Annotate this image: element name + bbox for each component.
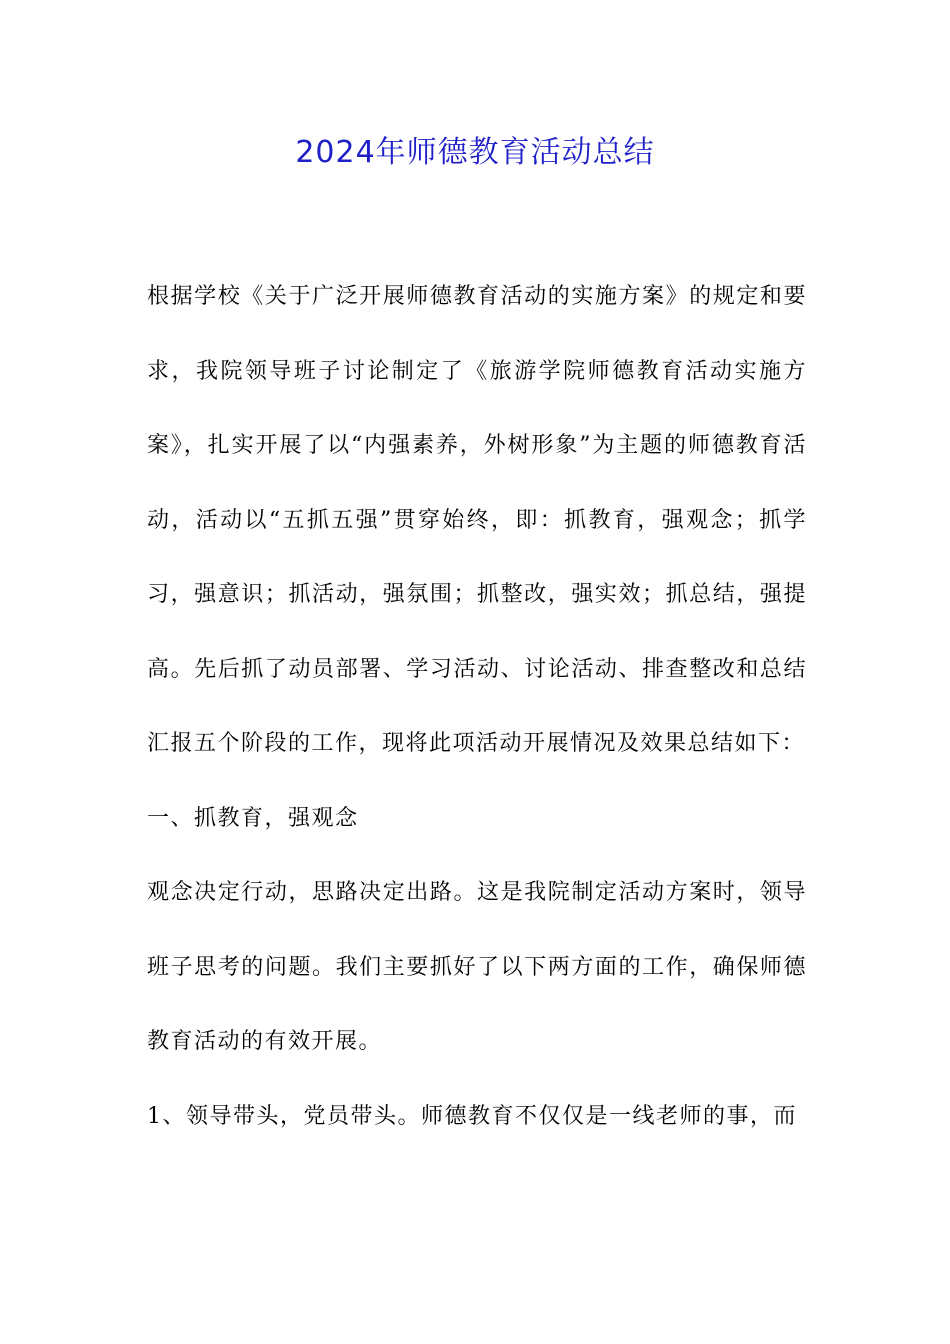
document-title: 2024年师德教育活动总结 xyxy=(295,135,655,170)
paragraph-section-1: 观念决定行动，思路决定出路。这是我院制定活动方案时，领导班子思考的问题。我们主要抓好了以下两方面的工作，确保师德教育活动的有效开展。 xyxy=(147,880,807,1054)
document-body xyxy=(147,260,807,1154)
paragraph-item-1: 1、领导带头，党员带头。师德教育不仅仅是一线老师的事，而 xyxy=(147,1103,797,1129)
paragraph-intro: 根据学校《关于广泛开展师德教育活动的实施方案》的规定和要求，我院领导班子讨论制定了《旅游学院师德教育活动实施方案》，扎实开展了以“内强素养，外树形象”为主题的师德教育活动，活动以“五抓五强”贯穿始终，即：抓教育，强观念；抓学习，强意识；抓活动，强氛围；抓整改，强实效；抓总结，强提高。先后抓了动员部署、学习活动、讨论活动、排查整改和总结汇报五个阶段的工作，现将此项活动开展情况及效果总结如下： xyxy=(147,284,807,756)
section-heading-1: 一、抓教育，强观念 xyxy=(147,805,359,831)
